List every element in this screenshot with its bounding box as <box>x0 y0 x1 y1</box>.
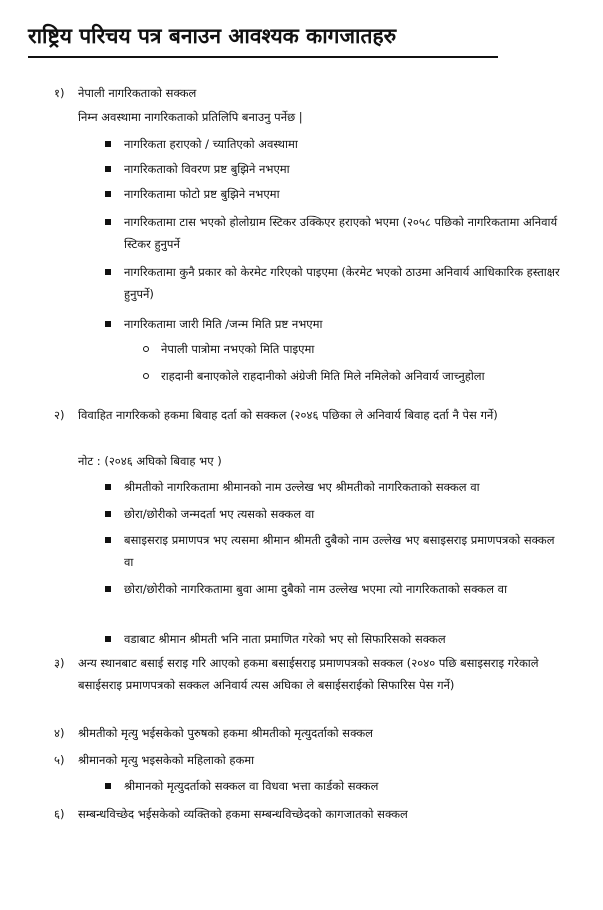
section-1-subitem-2: राहदानी बनाएकोले राहदानीको अंग्रेजी मिति मिले नमिलेको अनिवार्य जाच्नुहोला <box>161 369 485 383</box>
section-1-item-2: नागरिकताको विवरण प्रष्ट बुझिने नभएमा <box>124 162 290 176</box>
section-6-heading: सम्बन्धविच्छेद भईसकेको व्यक्तिको हकमा सम्बन्धविच्छेदको कागजातको सक्कल <box>78 807 408 821</box>
section-1-subitem-1: नेपाली पात्रोमा नभएको मिति पाइएमा <box>161 342 315 356</box>
page-title: राष्ट्रिय परिचय पत्र बनाउन आवश्यक कागजातहरु <box>28 24 397 48</box>
bullet-square-icon <box>105 191 111 197</box>
section-1-item-5: नागरिकतामा कुनै प्रकार को केरमेट गरिएको पाइएमा (केरमेट भएको ठाउमा अनिवार्य आधिकारिक हस्ताक्षर हुनुपर्ने) <box>124 265 560 301</box>
bullet-circle-icon <box>143 346 149 352</box>
bullet-circle-icon <box>143 373 149 379</box>
bullet-square-icon <box>105 484 111 490</box>
section-1-item-1: नागरिकता हराएको / च्यातिएको अवस्थामा <box>124 137 298 151</box>
section-2-number: २) <box>54 408 65 422</box>
section-6-number: ६) <box>54 807 65 821</box>
section-4-heading: श्रीमतीको मृत्यु भईसकेको पुरुषको हकमा श्रीमतीको मृत्युदर्ताको सक्कल <box>78 726 373 740</box>
section-2-item-5: वडाबाट श्रीमान श्रीमती भनि नाता प्रमाणित गरेको भए सो सिफारिसको सक्कल <box>124 632 446 646</box>
section-2-heading: विवाहित नागरिकको हकमा बिवाह दर्ता को सक्कल (२०४६ पछिका ले अनिवार्य बिवाह दर्ता नै पेस गर्ने) <box>78 408 498 422</box>
section-3-number: ३) <box>54 656 65 670</box>
section-1-item-6: नागरिकतामा जारी मिति /जन्म मिति प्रष्ट नभएमा <box>124 317 323 331</box>
section-1-intro: निम्न अवस्थामा नागरिकताको प्रतिलिपि बनाउनु पर्नेछ | <box>78 110 303 124</box>
section-1-item-3: नागरिकतामा फोटो प्रष्ट बुझिने नभएमा <box>124 187 280 201</box>
section-5-item-1: श्रीमानको मृत्युदर्ताको सक्कल वा विधवा भत्ता कार्डको सक्कल <box>124 779 379 793</box>
bullet-square-icon <box>105 269 111 275</box>
bullet-square-icon <box>105 219 111 225</box>
section-1-number: १) <box>54 86 65 100</box>
section-2-item-1: श्रीमतीको नागरिकतामा श्रीमानको नाम उल्लेख भए श्रीमतीको नागरिकताको सक्कल वा <box>124 480 480 494</box>
bullet-square-icon <box>105 586 111 592</box>
bullet-square-icon <box>105 321 111 327</box>
section-4-number: ४) <box>54 726 65 740</box>
section-2-item-2: छोरा/छोरीको जन्मदर्ता भए त्यसको सक्कल वा <box>124 507 315 521</box>
section-5-number: ५) <box>54 753 65 767</box>
bullet-square-icon <box>105 636 111 642</box>
section-3-heading: अन्य स्थानबाट बसाई सराइ गरि आएको हकमा बसाईसराइ प्रमाणपत्रको सक्कल (२०४० पछि बसाइसराइ गरेकाले बसाईसराइ प्रमाणपत्रको सक्कल अनिवार्य त्यस अघिका ले बसाईसराईको सिफारिस पेस गर्ने) <box>78 656 539 692</box>
bullet-square-icon <box>105 141 111 147</box>
section-1-heading: नेपाली नागरिकताको सक्कल <box>78 86 197 100</box>
section-2-item-4: छोरा/छोरीको नागरिकतामा बुवा आमा दुबैको नाम उल्लेख भएमा त्यो नागरिकताको सक्कल वा <box>124 582 508 596</box>
bullet-square-icon <box>105 537 111 543</box>
bullet-square-icon <box>105 166 111 172</box>
title-underline <box>28 56 498 58</box>
section-5-heading: श्रीमानको मृत्यु भइसकेको महिलाको हकमा <box>78 753 255 767</box>
section-2-item-3: बसाइसराइ प्रमाणपत्र भए त्यसमा श्रीमान श्रीमती दुबैको नाम उल्लेख भए बसाइसराइ प्रमाणपत्रको सक्कल वा <box>124 533 555 569</box>
bullet-square-icon <box>105 783 111 789</box>
section-1-item-4: नागरिकतामा टास भएको होलोग्राम स्टिकर उक्किएर हराएको भएमा (२०५८ पछिको नागरिकतामा अनिवार्य स्टिकर हुनुपर्ने <box>124 215 558 251</box>
section-2-note: नोट : (२०४६ अघिको बिवाह भए ) <box>78 454 222 468</box>
bullet-square-icon <box>105 511 111 517</box>
